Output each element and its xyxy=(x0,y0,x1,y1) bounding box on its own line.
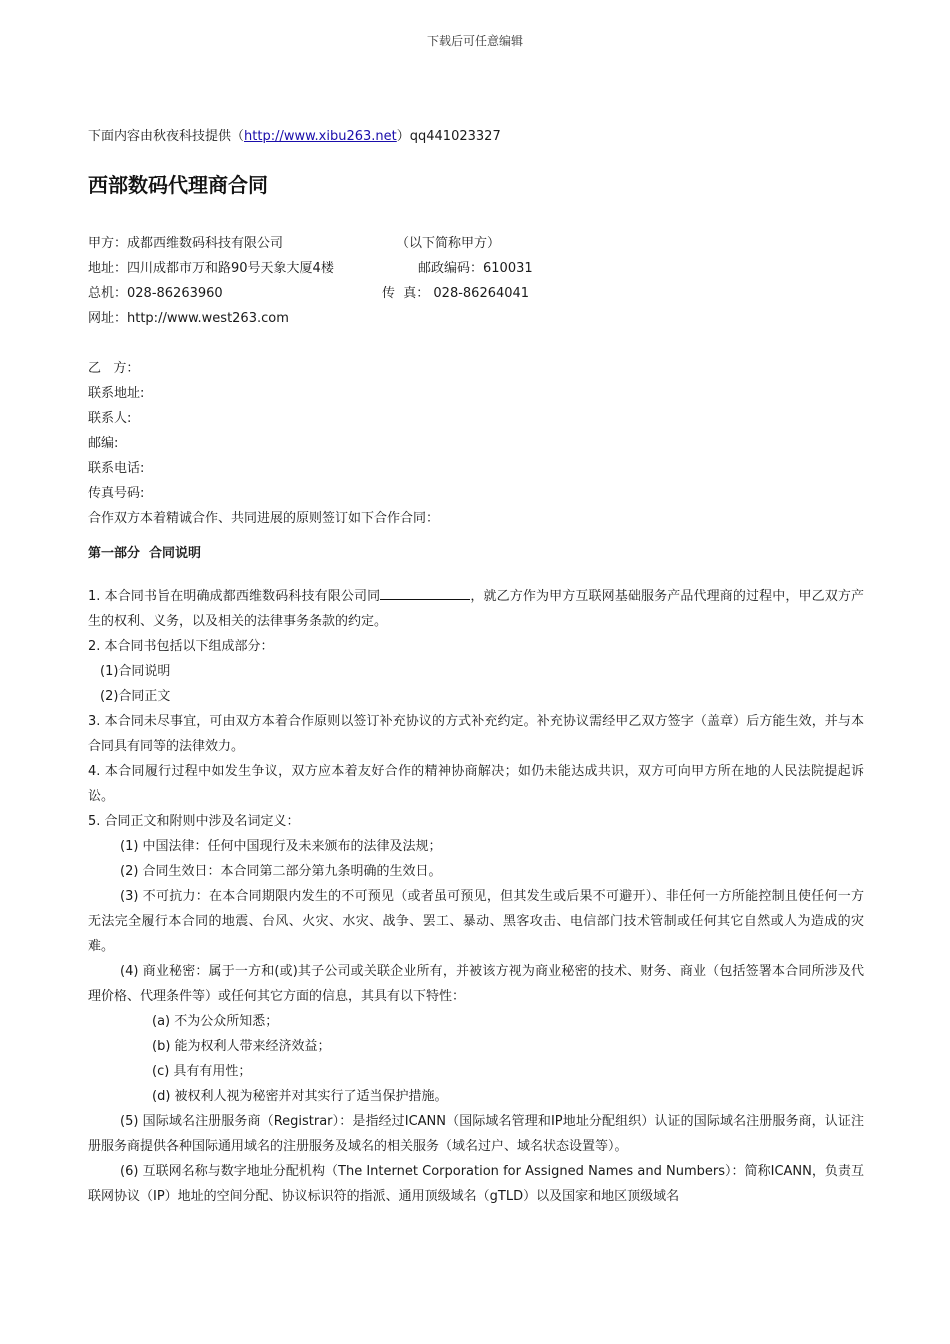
party-a-fax: 传 真： 028-86264041 xyxy=(382,286,530,301)
trait-b: (b) 能为权利人带来经济效益； xyxy=(152,1039,331,1054)
source-prefix: 下面内容由秋夜科技提供（ xyxy=(88,129,245,144)
clause-2: 2. 本合同书包括以下组成部分： xyxy=(88,639,274,654)
party-b-address: 联系地址: xyxy=(88,386,145,401)
party-a-postcode: 邮政编码：610031 xyxy=(418,261,533,276)
party-a-alias: （以下简称甲方） xyxy=(396,236,501,251)
party-b-label: 乙 方： xyxy=(88,361,140,376)
source-line xyxy=(88,124,501,149)
party-b-fax: 传真号码: xyxy=(88,486,145,501)
source-link[interactable]: http://www.xibu263.net xyxy=(244,129,397,144)
trait-c: (c) 具有有用性； xyxy=(152,1064,252,1079)
trait-a: (a) 不为公众所知悉； xyxy=(152,1014,279,1029)
section-heading: 第一部分 合同说明 xyxy=(88,546,202,561)
document-title: 西部数码代理商合同 xyxy=(88,173,268,197)
party-a-phone: 总机：028-86263960 xyxy=(88,286,223,301)
definition-4: (4) 商业秘密：属于一方和(或)其子公司或关联企业所有，并被该方视为商业秘密的技术、财务、商业（包括签署本合同所涉及代理价格、代理条件等）或任何其它方面的信息，其具有以下特性： xyxy=(88,964,864,1004)
definition-1: (1) 中国法律：任何中国现行及未来颁布的法律及法规； xyxy=(120,839,442,854)
clause-3: 3. 本合同未尽事宜，可由双方本着合作原则以签订补充协议的方式补充约定。补充协议需经甲乙双方签字（盖章）后方能生效，并与本合同具有同等的法律效力。 xyxy=(88,714,864,754)
party-b-phone: 联系电话: xyxy=(88,461,145,476)
definition-3: (3) 不可抗力：在本合同期限内发生的不可预见（或者虽可预见，但其发生或后果不可避开）、非任何一方所能控制且使任何一方无法完全履行本合同的地震、台风、火灾、水灾、战争、罢工、暴动、黑客攻击、电信部门技术管制或任何其它自然或人为造成的灾难。 xyxy=(88,889,864,954)
clause-4: 4. 本合同履行过程中如发生争议，双方应本着友好合作的精神协商解决；如仍未能达成共识，双方可向甲方所在地的人民法院提起诉讼。 xyxy=(88,764,864,804)
trait-d: (d) 被权利人视为秘密并对其实行了适当保护措施。 xyxy=(152,1089,448,1104)
source-suffix: ）qq441023327 xyxy=(396,129,501,144)
definition-2: (2) 合同生效日：本合同第二部分第九条明确的生效日。 xyxy=(120,864,442,879)
page-header-note: 下载后可任意编辑 xyxy=(426,34,523,48)
party-a-name: 甲方：成都西维数码科技有限公司 xyxy=(88,236,284,251)
definition-5: (5) 国际域名注册服务商（Registrar）：是指经过ICANN（国际域名管理和IP地址分配组织）认证的国际域名注册服务商，认证注册服务商提供各种国际通用域名的注册服务及域名的相关服务（域名过户、域名状态设置等）。 xyxy=(88,1114,864,1154)
party-b-contact: 联系人: xyxy=(88,411,132,426)
definition-6: (6) 互联网名称与数字地址分配机构（The Internet Corporation for Assigned Names and Numbers）：简称ICANN，负责互联网协议（IP）地址的空间分配、协议标识符的指派、通用顶级域名（gTLD）以及国家和地区顶级域名 xyxy=(88,1164,864,1204)
party-a-website: 网址：http://www.west263.com xyxy=(88,311,289,326)
clause-5: 5. 合同正文和附则中涉及名词定义： xyxy=(88,814,300,829)
intro-text: 合作双方本着精诚合作、共同进展的原则签订如下合作合同： xyxy=(88,511,440,526)
clause-1-start: 1. 本合同书旨在明确成都西维数码科技有限公司同 xyxy=(88,589,381,604)
clause-1 xyxy=(88,584,864,634)
party-b-postcode: 邮编: xyxy=(88,436,119,451)
party-a-address: 地址：四川成都市万和路90号天象大厦4楼 xyxy=(88,261,334,276)
clause-2-item-2: (2)合同正文 xyxy=(100,689,171,704)
clause-1-end: ，就乙方作为甲方互联网基础服务产品代理商的过程中，甲乙双方产生的权利、义务，以及相关的法律事务条款的约定。 xyxy=(88,589,864,629)
blank-line xyxy=(380,585,470,600)
clause-2-item-1: (1)合同说明 xyxy=(100,664,171,679)
